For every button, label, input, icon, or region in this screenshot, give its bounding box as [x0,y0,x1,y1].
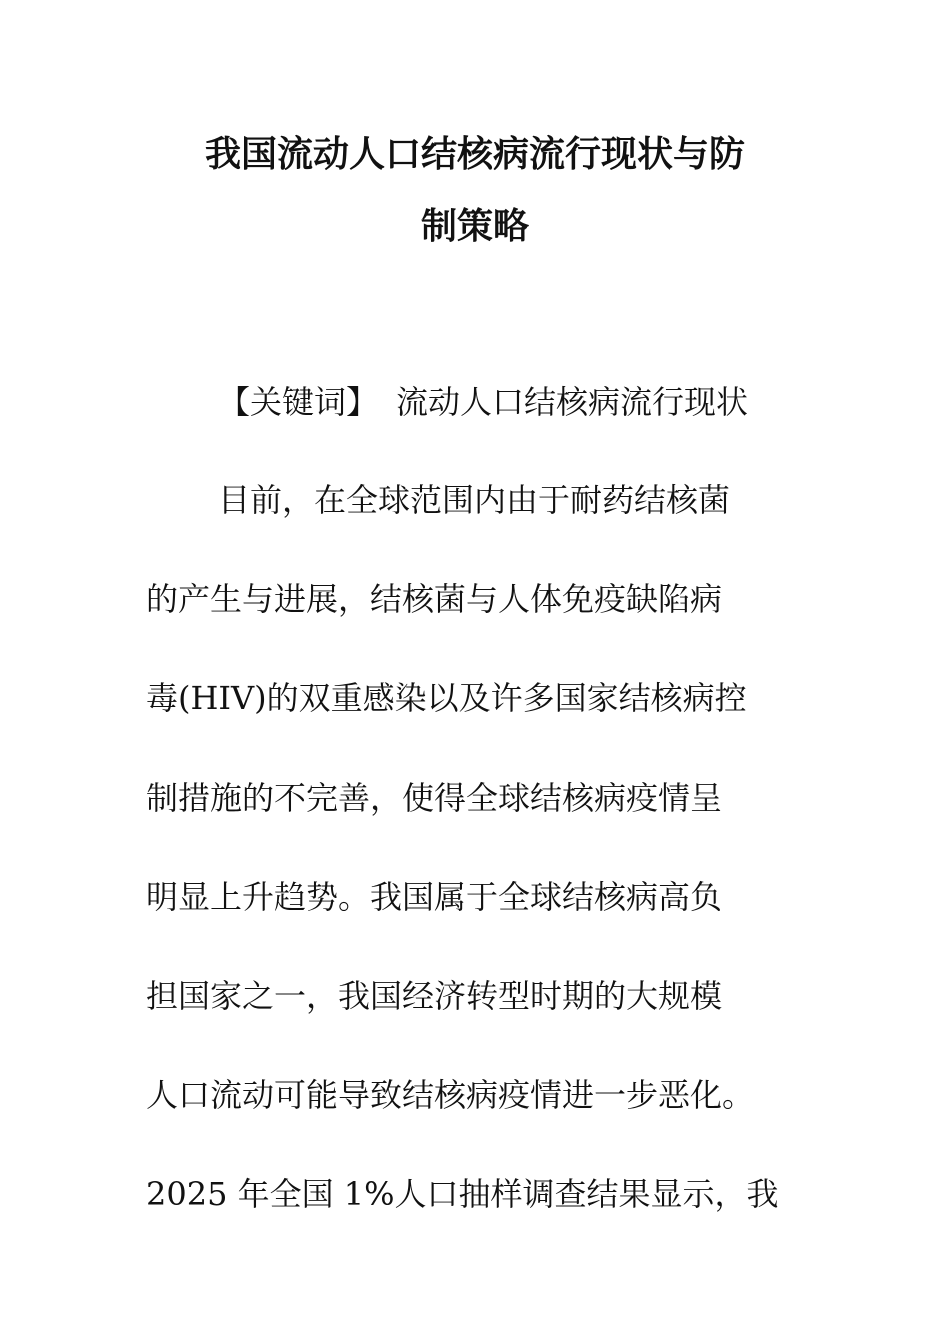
paragraph-line-4: 制措施的不完善，使得全球结核病疫情呈 [146,779,723,817]
paragraph-line-1: 目前，在全球范围内由于耐药结核菌 [218,481,731,519]
paragraph-line-8: 2025 年全国 1%人口抽样调查结果显示，我 [146,1175,779,1213]
paragraph-line-2: 的产生与进展，结核菌与人体免疫缺陷病 [146,580,723,618]
keywords-label: 【关键词】 [218,383,379,421]
keywords-text: 流动人口结核病流行现状 [396,383,749,421]
keywords-line [218,382,748,422]
document-title-line-1: 我国流动人口结核病流行现状与防 [204,134,745,175]
paragraph-line-7: 人口流动可能导致结核病疫情进一步恶化。 [146,1076,755,1114]
paragraph-line-3: 毒(HIV)的双重感染以及许多国家结核病控 [146,679,747,717]
paragraph-line-5: 明显上升趋势。我国属于全球结核病高负 [146,878,723,916]
document-title-line-2: 制策略 [420,206,529,247]
paragraph-line-6: 担国家之一，我国经济转型时期的大规模 [146,977,723,1015]
